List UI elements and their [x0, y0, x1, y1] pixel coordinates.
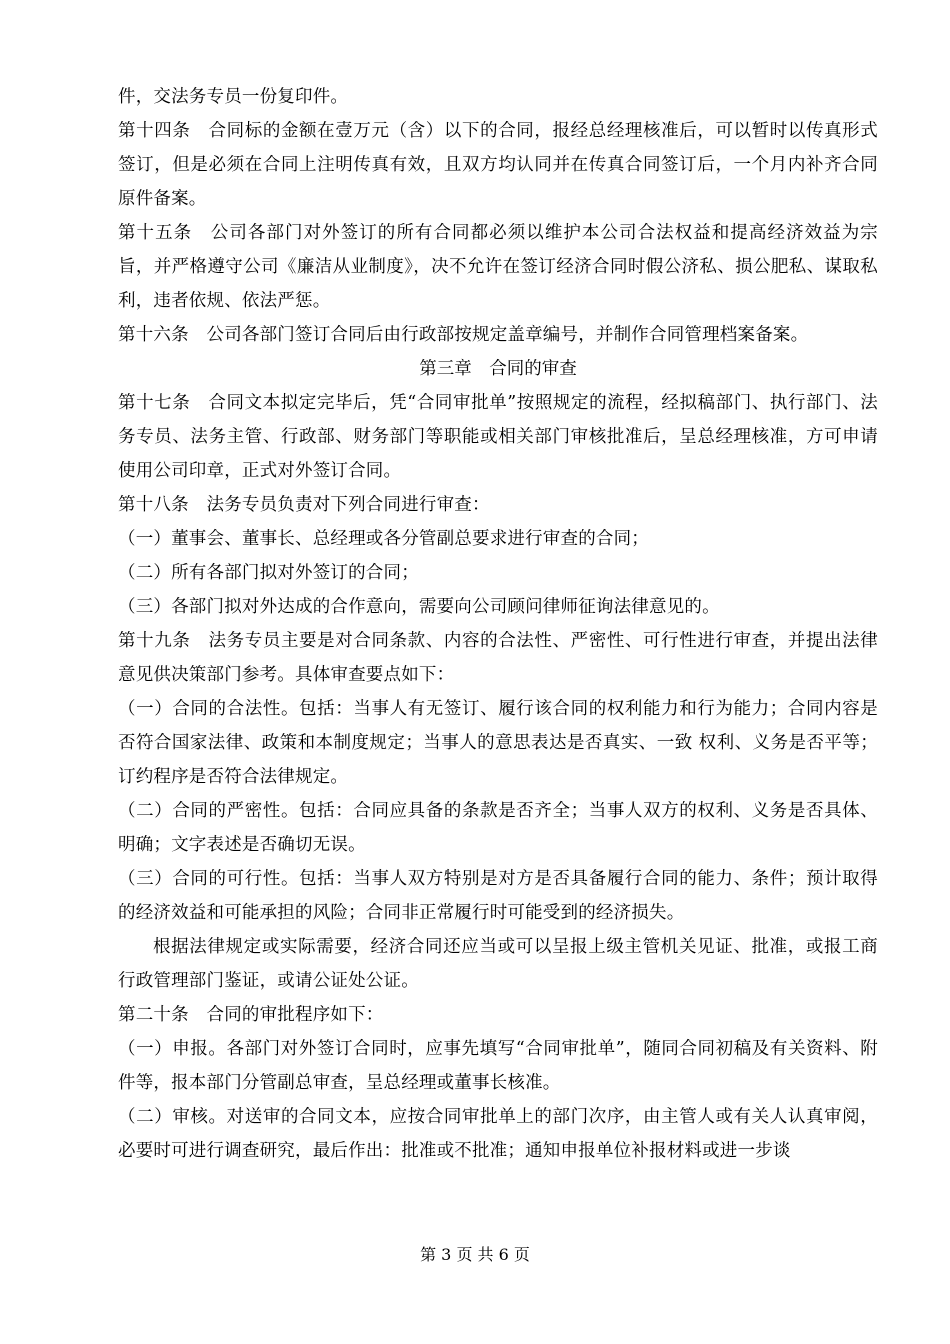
chapter-heading: 第三章 合同的审查 [419, 359, 577, 379]
article-17: 第十七条 合同文本拟定完毕后，凭“合同审批单”按照规定的流程，经拟稿部门、执行部门、法务专员、法务主管、行政部、财务部门等职能或相关部门审核批准后，呈总经理核准，方可申请使用公司印章，正式对外签订合同。 [118, 393, 878, 481]
article-18: 第十八条 法务专员负责对下列合同进行审查： [118, 495, 490, 515]
article-18-item-2: （二）所有各部门拟对外签订的合同； [118, 563, 419, 583]
article-19: 第十九条 法务专员主要是对合同条款、内容的合法性、严密性、可行性进行审查，并提出法律意见供决策部门参考。具体审查要点如下： [118, 631, 878, 685]
article-20-item-1: （一）申报。各部门对外签订合同时，应事先填写“合同审批单”，随同合同初稿及有关资料、附件等，报本部门分管副总审查，呈总经理或董事长核准。 [118, 1039, 878, 1093]
article-20: 第二十条 合同的审批程序如下： [118, 1005, 384, 1025]
article-15: 第十五条 公司各部门对外签订的所有合同都必须以维护本公司合法权益和提高经济效益为宗旨，并严格遵守公司《廉洁从业制度》，决不允许在签订经济合同时假公济私、损公肥私、谋取私利，违者依规、依法严惩。 [118, 223, 878, 311]
article-16: 第十六条 公司各部门签订合同后由行政部按规定盖章编号，并制作合同管理档案备案。 [118, 325, 809, 345]
article-18-item-3: （三）各部门拟对外达成的合作意向，需要向公司顾问律师征询法律意见的。 [118, 597, 720, 617]
article-19-item-2: （二）合同的严密性。包括：合同应具备的条款是否齐全；当事人双方的权利、义务是否具体、明确；文字表述是否确切无误。 [118, 801, 878, 855]
paragraph-continuation: 件，交法务专员一份复印件。 [118, 87, 349, 107]
article-20-item-2: （二）审核。对送审的合同文本，应按合同审批单上的部门次序，由主管人或有关人认真审阅，必要时可进行调查研究，最后作出：批准或不批准；通知申报单位补报材料或进一步谈 [118, 1107, 878, 1161]
article-18-item-1: （一）董事会、董事长、总经理或各分管副总要求进行审查的合同； [118, 529, 649, 549]
article-19-note: 根据法律规定或实际需要，经济合同还应当或可以呈报上级主管机关见证、批准，或报工商行政管理部门鉴证，或请公证处公证。 [118, 937, 878, 991]
article-19-item-1: （一）合同的合法性。包括：当事人有无签订、履行该合同的权利能力和行为能力；合同内容是否符合国家法律、政策和本制度规定；当事人的意思表达是否真实、一致 权利、义务是否平等；订约程序是否符合法律规定。 [118, 699, 878, 787]
article-14: 第十四条 合同标的金额在壹万元（含）以下的合同，报经总经理核准后，可以暂时以传真形式签订，但是必须在合同上注明传真有效，且双方均认同并在传真合同签订后，一个月内补齐合同原件备案。 [118, 121, 878, 209]
document-body [118, 80, 878, 1168]
article-19-item-3: （三）合同的可行性。包括：当事人双方特别是对方是否具备履行合同的能力、条件；预计取得的经济效益和可能承担的风险；合同非正常履行时可能受到的经济损失。 [118, 869, 878, 923]
page-number: 第 3 页 共 6 页 [420, 1245, 530, 1264]
